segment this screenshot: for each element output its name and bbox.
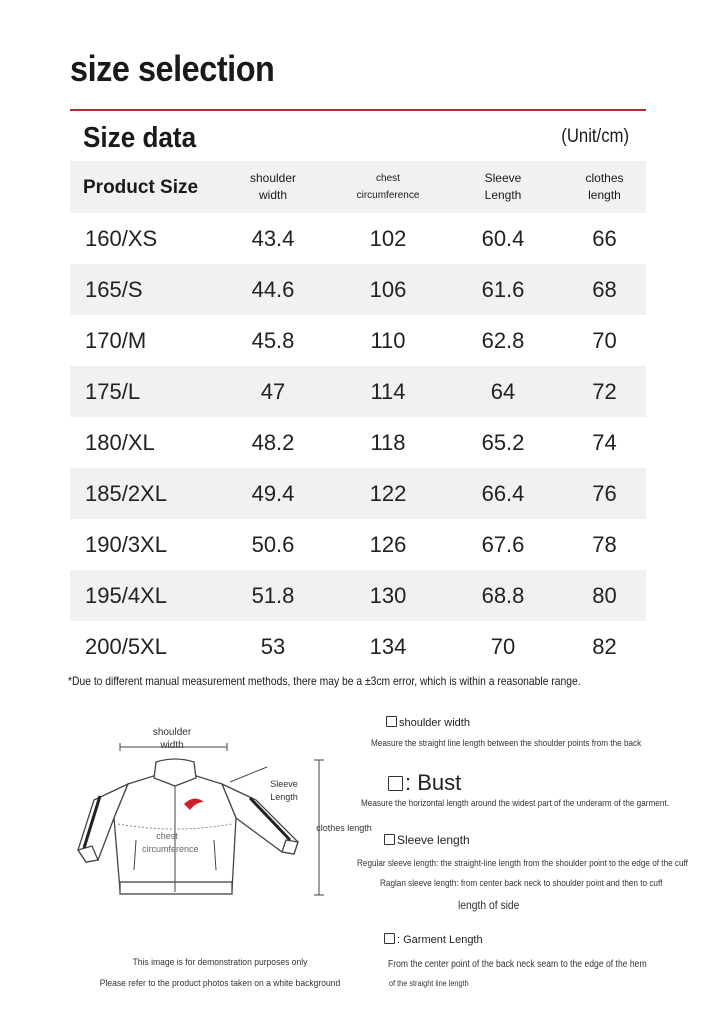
measurement-cell: 67.6 (481, 531, 525, 557)
measurement-cell: 74 (592, 429, 617, 455)
garment-length-text-cont: of the straight line length (389, 978, 469, 988)
table-row (70, 468, 646, 519)
measurement-cell: 44.6 (251, 276, 295, 302)
sleeve-length-text-regular: Regular sleeve length: the straight-line length from the shoulder point to the edge of the cuff (357, 858, 688, 869)
measurement-cell: 118 (370, 429, 406, 455)
clothes-length-label: clothes length (316, 823, 372, 833)
bust-heading: : Bust (388, 770, 461, 796)
measurement-cell: 122 (369, 480, 407, 506)
header-chest-circumference: chest circumference (356, 173, 420, 201)
measurement-cell: 70 (592, 327, 617, 353)
measurement-cell: 62.8 (481, 327, 525, 353)
measurement-cell: 76 (592, 480, 617, 506)
size-cell: 165/S (85, 276, 143, 302)
jacket-outline (78, 759, 298, 894)
header-shoulder-width: shoulder width (249, 171, 297, 202)
size-cell: 185/2XL (85, 480, 167, 506)
bullet-icon (384, 834, 395, 845)
measurement-cell: 45.8 (251, 327, 295, 353)
garment-length-text: From the center point of the back neck seam to the edge of the hem (388, 959, 647, 970)
measurement-cell: 48.2 (251, 429, 295, 455)
measurement-cell: 70 (490, 633, 516, 659)
header-clothes-length: clothes length (585, 171, 624, 202)
sleeve-length-label: Sleeve Length (270, 779, 298, 802)
sleeve-length-text-side: length of side (458, 898, 520, 912)
measurement-cell: 68 (592, 276, 617, 302)
sleeve-length-arrow (230, 767, 267, 782)
unit-label: (Unit/cm) (561, 126, 629, 147)
garment-length-heading: : Garment Length (384, 933, 483, 946)
measurement-cell: 106 (369, 276, 407, 302)
shoulder-width-text: Measure the straight line length between the shoulder points from the back (371, 738, 642, 749)
table-row (70, 366, 646, 417)
bullet-icon (388, 776, 403, 791)
size-table (70, 161, 646, 672)
measurement-cell: 65.2 (481, 429, 525, 455)
measurement-cell: 134 (369, 633, 407, 659)
measurement-cell: 64 (490, 378, 516, 404)
table-header-row (70, 161, 646, 213)
size-cell: 190/3XL (85, 531, 167, 557)
measurement-cell: 66 (592, 225, 617, 251)
photo-caption: Please refer to the product photos taken on a white background (99, 978, 341, 989)
size-cell: 200/5XL (85, 633, 167, 659)
measurement-cell: 43.4 (251, 225, 295, 251)
table-row (70, 570, 646, 621)
measurement-cell: 78 (592, 531, 617, 557)
measurement-cell: 130 (369, 582, 407, 608)
table-row (70, 264, 646, 315)
measurement-cell: 47 (260, 378, 286, 404)
chest-circumference-label: chest circumference (142, 831, 199, 854)
shoulder-width-heading: shoulder width (386, 716, 470, 729)
table-row (70, 519, 646, 570)
sleeve-length-text-raglan: Raglan sleeve length: from center back neck to shoulder point and then to cuff (380, 878, 663, 889)
title-divider (70, 109, 646, 111)
table-row (70, 213, 646, 264)
jacket-illustration (70, 722, 370, 912)
measurement-cell: 49.4 (251, 480, 295, 506)
shoulder-width-label: shoulder width (152, 727, 192, 751)
measurement-cell: 50.6 (251, 531, 295, 557)
bust-text: Measure the horizontal length around the widest part of the underarm of the garment. (361, 798, 669, 809)
jacket-diagram (70, 722, 370, 912)
table-row (70, 417, 646, 468)
table-row (70, 621, 646, 672)
header-sleeve-length: Sleeve Length (484, 171, 522, 202)
measurement-cell: 61.6 (481, 276, 525, 302)
measurement-cell: 110 (370, 327, 406, 353)
measurement-cell: 60.4 (481, 225, 525, 251)
table-row (70, 315, 646, 366)
sleeve-length-heading: Sleeve length (384, 833, 470, 847)
size-cell: 160/XS (85, 225, 158, 251)
size-cell: 170/M (85, 327, 147, 353)
size-data-heading: Size data (83, 122, 197, 154)
measurement-cell: 102 (369, 225, 407, 251)
measurement-cell: 53 (260, 633, 286, 659)
measurement-cell: 80 (592, 582, 617, 608)
measurement-cell: 114 (370, 378, 406, 404)
measurement-note: *Due to different manual measurement methods, there may be a ±3cm error, which is within a reasonable range. (68, 674, 581, 688)
measurement-cell: 82 (592, 633, 617, 659)
size-cell: 180/XL (85, 429, 155, 455)
size-cell: 195/4XL (85, 582, 167, 608)
measurement-cell: 72 (592, 378, 617, 404)
bullet-icon (386, 716, 397, 727)
measurement-cell: 68.8 (481, 582, 525, 608)
bullet-icon (384, 933, 395, 944)
header-product-size: Product Size (83, 176, 199, 198)
measurement-cell: 66.4 (481, 480, 525, 506)
page-title: size selection (70, 48, 275, 89)
size-cell: 175/L (85, 378, 141, 404)
measurement-cell: 126 (369, 531, 407, 557)
demo-caption: This image is for demonstration purposes only (132, 957, 308, 968)
measurement-cell: 51.8 (251, 582, 295, 608)
